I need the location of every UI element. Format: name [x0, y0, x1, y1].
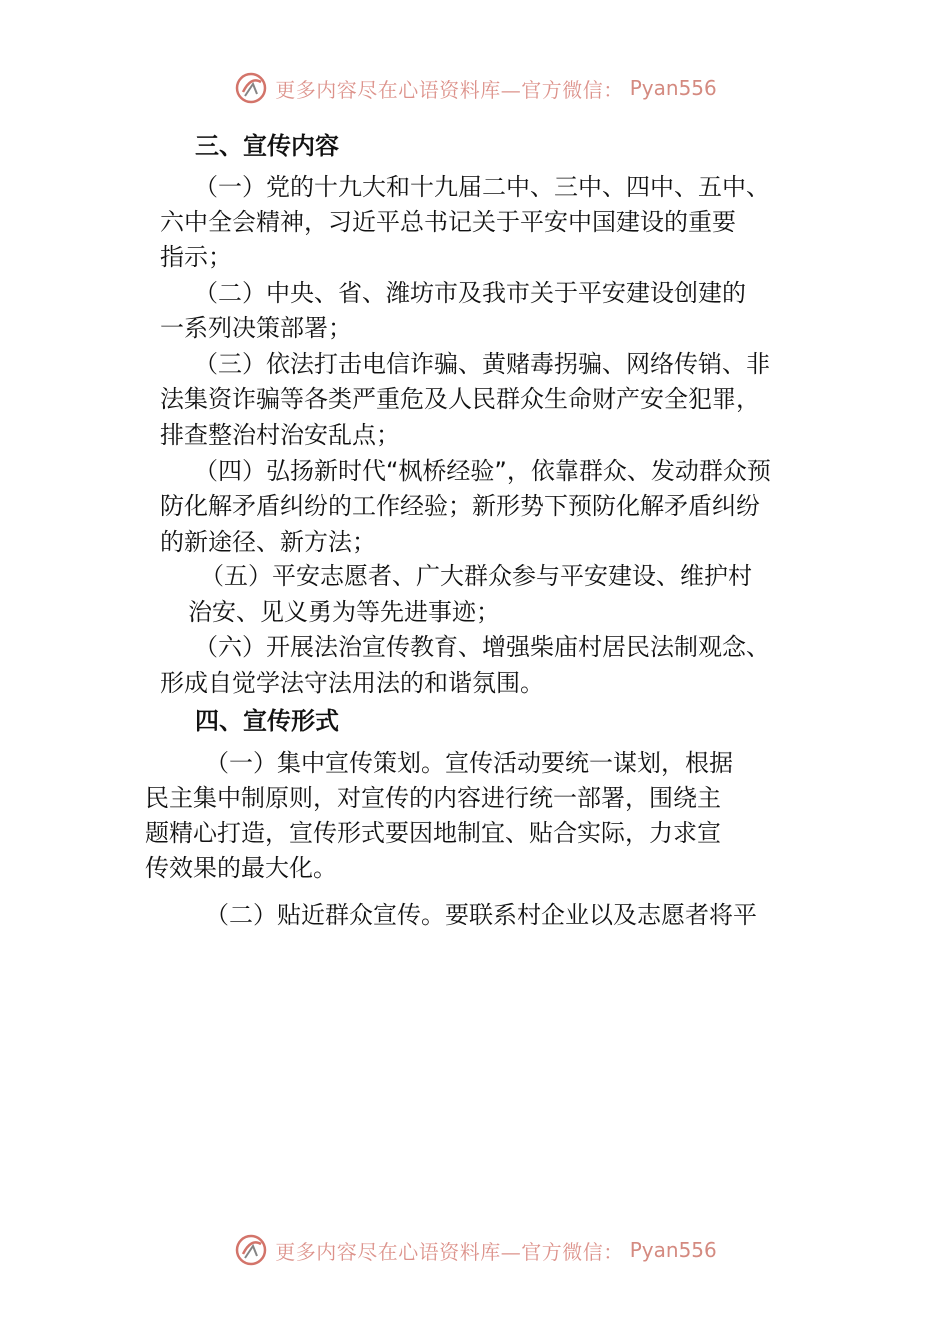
- paragraph-line: （四）弘扬新时代“枫桥经验”，依靠群众、发动群众预: [194, 457, 771, 485]
- paragraph-line: 指示；: [160, 243, 232, 271]
- paragraph-line: 防化解矛盾纠纷的工作经验；新形势下预防化解矛盾纠纷: [160, 492, 760, 520]
- watermark-wechat: Pyan556: [629, 76, 717, 100]
- paragraph-line: （一）党的十九大和十九届二中、三中、四中、五中、: [194, 173, 770, 201]
- paragraph-line: 民主集中制原则，对宣传的内容进行统一部署，围绕主: [145, 784, 721, 812]
- paragraph-line: 排查整治村治安乱点；: [160, 421, 400, 449]
- logo-icon: [233, 70, 269, 106]
- watermark-text: 更多内容尽在心语资料库—官方微信：: [275, 1239, 624, 1264]
- paragraph-line: （二）贴近群众宣传。要联系村企业以及志愿者将平: [205, 901, 757, 929]
- logo-icon: [233, 1232, 269, 1268]
- paragraph-line: 法集资诈骗等各类严重危及人民群众生命财产安全犯罪，: [160, 385, 760, 413]
- paragraph-line: 传效果的最大化。: [145, 854, 337, 882]
- header-watermark: [0, 70, 950, 110]
- paragraph-line: （三）依法打击电信诈骗、黄赌毒拐骗、网络传销、非: [194, 350, 770, 378]
- paragraph-line: （五）平安志愿者、广大群众参与平安建设、维护村: [200, 562, 752, 590]
- paragraph-line: 六中全会精神，习近平总书记关于平安中国建设的重要: [160, 208, 736, 236]
- paragraph-line: 的新途径、新方法；: [160, 528, 376, 556]
- section-heading-4: 四、宣传形式: [195, 707, 339, 735]
- paragraph-line: 一系列决策部署；: [160, 314, 352, 342]
- paragraph-line: 题精心打造，宣传形式要因地制宜、贴合实际，力求宣: [145, 819, 721, 847]
- paragraph-line: 治安、见义勇为等先进事迹；: [188, 598, 500, 626]
- paragraph-line: 形成自觉学法守法用法的和谐氛围。: [160, 669, 544, 697]
- section-heading-3: 三、宣传内容: [195, 132, 339, 160]
- paragraph-line: （六）开展法治宣传教育、增强柴庙村居民法制观念、: [194, 633, 770, 661]
- paragraph-line: （一）集中宣传策划。宣传活动要统一谋划，根据: [205, 749, 733, 777]
- footer-watermark: [0, 1232, 950, 1272]
- watermark-text: 更多内容尽在心语资料库—官方微信：: [275, 77, 624, 102]
- paragraph-line: （二）中央、省、潍坊市及我市关于平安建设创建的: [194, 279, 746, 307]
- watermark-wechat: Pyan556: [629, 1238, 717, 1262]
